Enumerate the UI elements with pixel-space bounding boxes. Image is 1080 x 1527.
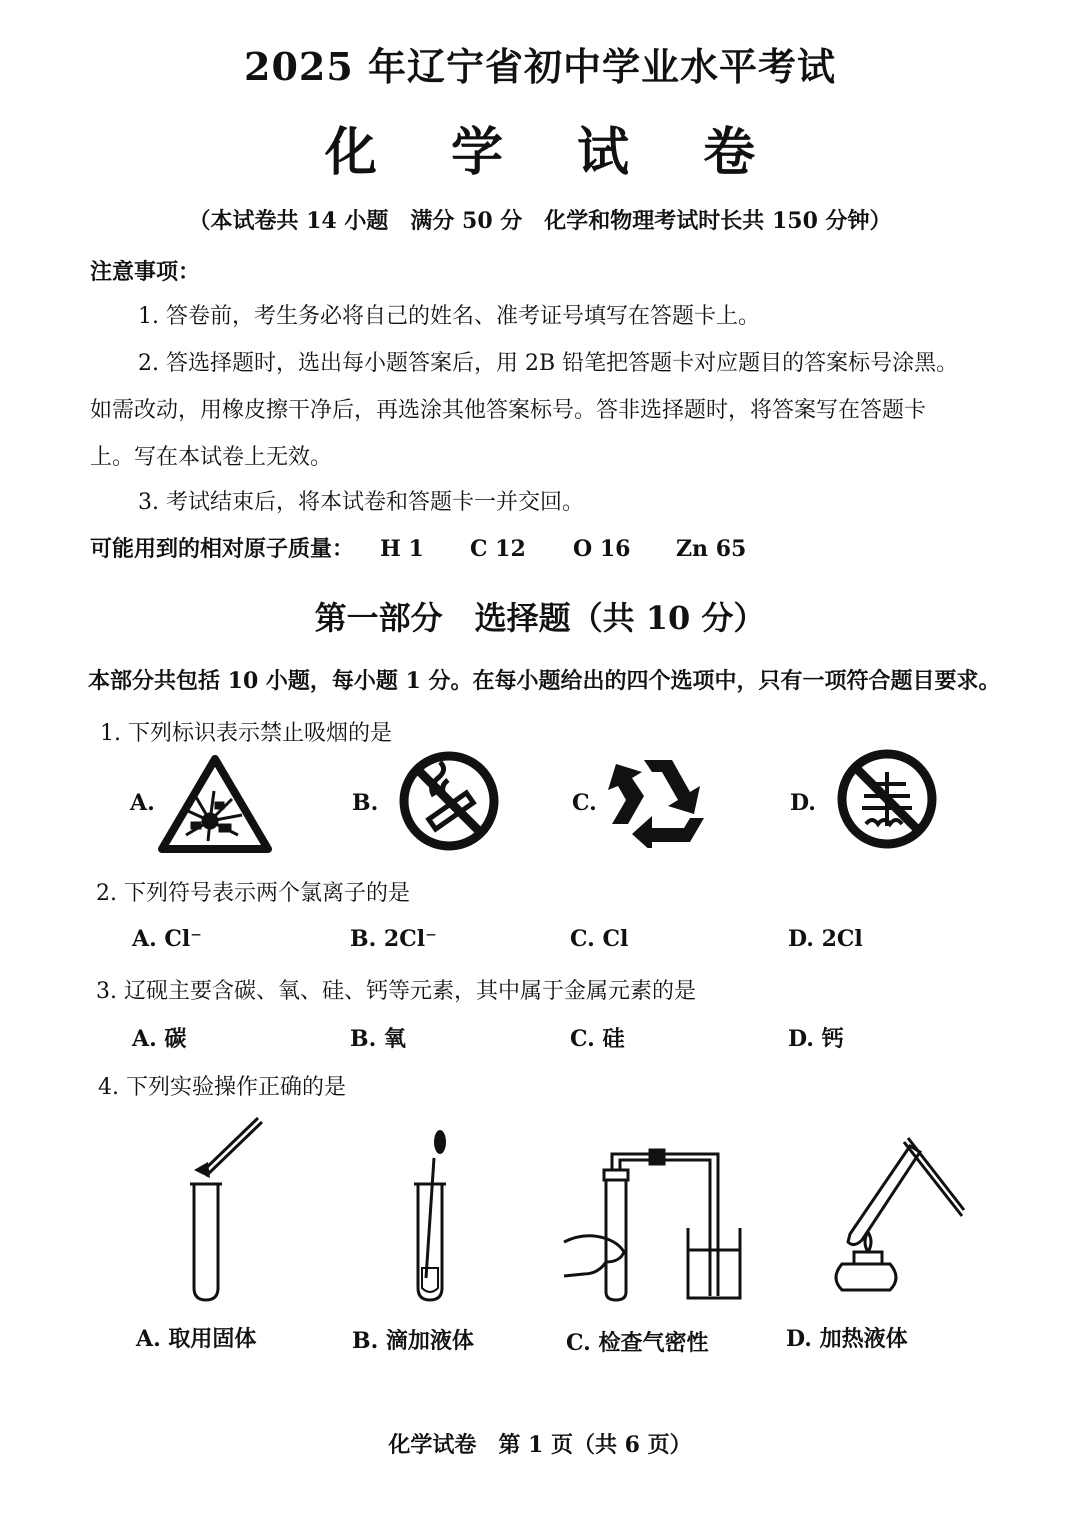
solid-reagent-icon	[180, 1112, 270, 1304]
q3-option-c: C. 硅	[570, 1026, 625, 1052]
q4-option-c: C. 检查气密性	[566, 1330, 709, 1356]
dropper-icon	[408, 1128, 468, 1304]
q3-option-b: B. 氧	[350, 1026, 406, 1052]
explosive-warning-icon	[158, 755, 272, 853]
notice-item-3: 3. 考试结束后，将本试卷和答题卡一并交回。	[138, 490, 584, 515]
q1-stem: 1. 下列标识表示禁止吸烟的是	[100, 721, 392, 746]
q3-option-a: A. 碳	[132, 1026, 187, 1052]
subject-title: 化 学 试 卷	[324, 122, 784, 183]
q2-option-c: C. Cl	[570, 926, 629, 952]
q1-option-a-label: A.	[130, 790, 155, 816]
notice-item-2-line-3: 上。写在本试卷上无效。	[90, 445, 333, 470]
atomic-mass-zn: Zn 65	[676, 536, 747, 562]
exam-subtitle: （本试卷共 14 小题 满分 50 分 化学和物理考试时长共 150 分钟）	[188, 208, 892, 234]
q4-option-a: A. 取用固体	[136, 1326, 257, 1352]
exam-title: 2025 年辽宁省初中学业水平考试	[244, 44, 836, 89]
q4-option-b: B. 滴加液体	[352, 1328, 474, 1354]
atomic-mass-c: C 12	[470, 536, 526, 562]
notice-item-2-line-1: 2. 答选择题时，选出每小题答案后，用 2B 铅笔把答题卡对应题目的答案标号涂黑。	[138, 351, 959, 376]
atomic-mass-o: O 16	[573, 536, 631, 562]
q4-stem: 4. 下列实验操作正确的是	[98, 1075, 346, 1100]
q1-option-c-label: C.	[572, 790, 597, 816]
page-footer: 化学试卷 第 1 页（共 6 页）	[388, 1432, 692, 1458]
q2-option-b: B. 2Cl⁻	[350, 926, 437, 952]
heating-liquid-icon	[820, 1134, 966, 1302]
section-instruction: 本部分共包括 10 小题，每小题 1 分。在每小题给出的四个选项中，只有一项符合题目要求。	[88, 668, 1001, 694]
no-smoking-icon	[398, 750, 500, 852]
q1-option-d-label: D.	[790, 790, 816, 816]
q3-stem: 3. 辽砚主要含碳、氧、硅、钙等元素，其中属于金属元素的是	[96, 979, 696, 1004]
airtightness-check-icon	[558, 1146, 744, 1302]
notice-item-2-line-2: 如需改动，用橡皮擦干净后，再选涂其他答案标号。答非选择题时，将答案写在答题卡	[90, 398, 927, 423]
notice-heading: 注意事项：	[90, 259, 201, 285]
atomic-mass-h: H 1	[380, 536, 424, 562]
q1-option-b-label: B.	[352, 790, 379, 816]
q4-option-d: D. 加热液体	[786, 1326, 908, 1352]
q2-option-d: D. 2Cl	[788, 926, 863, 952]
no-burning-icon	[836, 748, 938, 850]
notice-item-1: 1. 答卷前，考生务必将自己的姓名、准考证号填写在答题卡上。	[138, 304, 760, 329]
q2-stem: 2. 下列符号表示两个氯离子的是	[96, 881, 410, 906]
q3-option-d: D. 钙	[788, 1026, 844, 1052]
q2-option-a: A. Cl⁻	[132, 926, 202, 952]
recycling-icon	[604, 752, 712, 848]
atomic-mass-label: 可能用到的相对原子质量：	[90, 536, 355, 562]
section-title: 第一部分 选择题（共 10 分）	[314, 599, 766, 637]
